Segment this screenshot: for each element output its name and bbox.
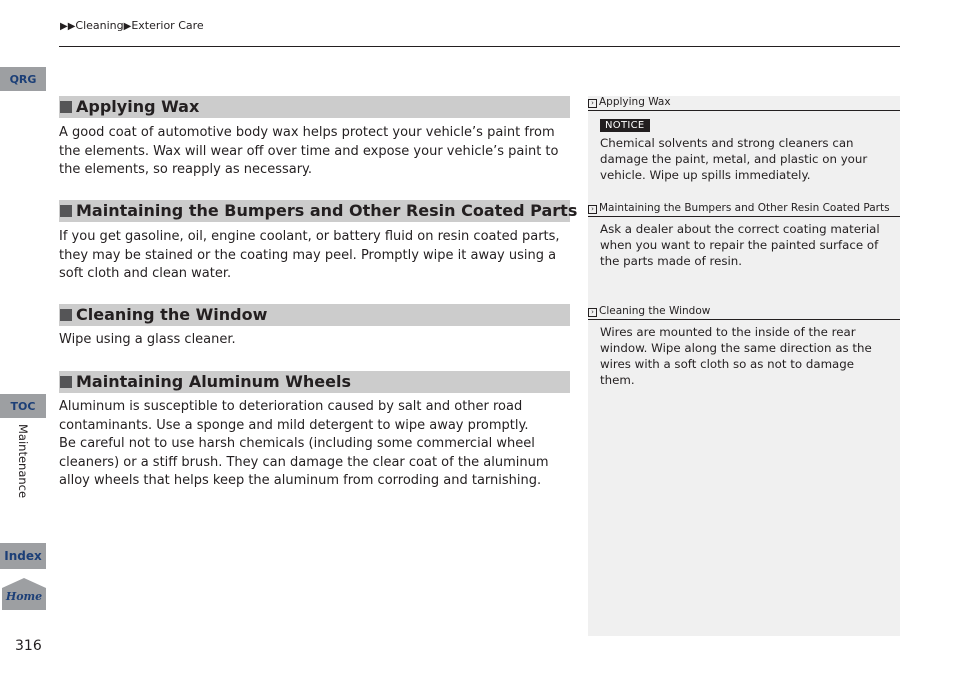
breadcrumb-item-cleaning[interactable]: Cleaning xyxy=(75,19,124,32)
breadcrumb-item-exterior-care[interactable]: Exterior Care xyxy=(131,19,204,32)
section-title: Maintaining Aluminum Wheels xyxy=(76,372,351,391)
square-bullet-icon xyxy=(60,101,72,113)
section-heading-aluminum-wheels xyxy=(59,371,570,393)
chapter-label-text: Maintenance xyxy=(16,424,30,499)
double-arrow-icon: ▶▶ xyxy=(60,21,76,32)
section-title: Maintaining the Bumpers and Other Resin Coated Parts xyxy=(76,201,578,220)
page-number: 316 xyxy=(15,638,42,654)
notice-badge: NOTICE xyxy=(600,119,650,132)
home-button[interactable] xyxy=(0,578,48,610)
note-text-applying-wax: Chemical solvents and strong cleaners can damage the paint, metal, and plastic on your vehicle. Wipe up spills immediately. xyxy=(600,136,868,182)
section-body-applying-wax: A good coat of automotive body wax helps protect your vehicle’s paint from the elements. Wax will wear off over time and expose your vehicle’s paint to the elements, so reapply as necessary. xyxy=(59,125,559,178)
section-body-window: Wipe using a glass cleaner. xyxy=(59,332,236,347)
note-ref-icon: › xyxy=(588,308,597,317)
section-body-bumpers: If you get gasoline, oil, engine coolant, or battery fluid on resin coated parts, they may be stained or the coating may peel. Promptly wipe it away using a soft cloth and clean water. xyxy=(59,229,560,282)
square-bullet-icon xyxy=(60,309,72,321)
index-tab[interactable]: Index xyxy=(0,543,46,569)
note-ref-icon: › xyxy=(588,99,597,108)
note-heading-window xyxy=(588,305,900,320)
home-label: Home xyxy=(5,590,43,603)
header-divider xyxy=(59,46,900,47)
section-body-aluminum-wheels xyxy=(59,398,574,491)
section-heading-applying-wax xyxy=(59,96,570,118)
home-icon xyxy=(0,578,48,610)
note-heading-bumpers xyxy=(588,202,900,217)
note-heading-text: Maintaining the Bumpers and Other Resin Coated Parts xyxy=(599,202,890,214)
section-heading-bumpers xyxy=(59,200,578,222)
qrg-tab[interactable]: QRG xyxy=(0,67,46,91)
arrow-icon: ▶ xyxy=(123,21,132,32)
paragraph: Aluminum is susceptible to deterioration caused by salt and other road contaminants. Use a sponge and mild detergent to wipe away promptly. xyxy=(59,399,529,433)
note-text-window: Wires are mounted to the inside of the rear window. Wipe along the same direction as the wires with a soft cloth so as not to damage them. xyxy=(600,325,872,387)
section-heading-window xyxy=(59,304,570,326)
square-bullet-icon xyxy=(60,376,72,388)
square-bullet-icon xyxy=(60,205,72,217)
chapter-label xyxy=(12,424,36,504)
section-title: Cleaning the Window xyxy=(76,305,268,324)
note-text-bumpers: Ask a dealer about the correct coating material when you want to repair the painted surface of the parts made of resin. xyxy=(600,222,880,268)
note-ref-icon: › xyxy=(588,205,597,214)
breadcrumb xyxy=(60,19,204,32)
note-heading-text: Cleaning the Window xyxy=(599,305,711,317)
note-heading-applying-wax xyxy=(588,96,900,111)
note-heading-text: Applying Wax xyxy=(599,96,671,108)
toc-tab[interactable]: TOC xyxy=(0,394,46,418)
paragraph: Be careful not to use harsh chemicals (including some commercial wheel cleaners) or a stiff brush. They can damage the clear coat of the aluminum alloy wheels that helps keep the aluminum from corroding and tarnishing. xyxy=(59,436,549,489)
section-title: Applying Wax xyxy=(76,97,200,116)
